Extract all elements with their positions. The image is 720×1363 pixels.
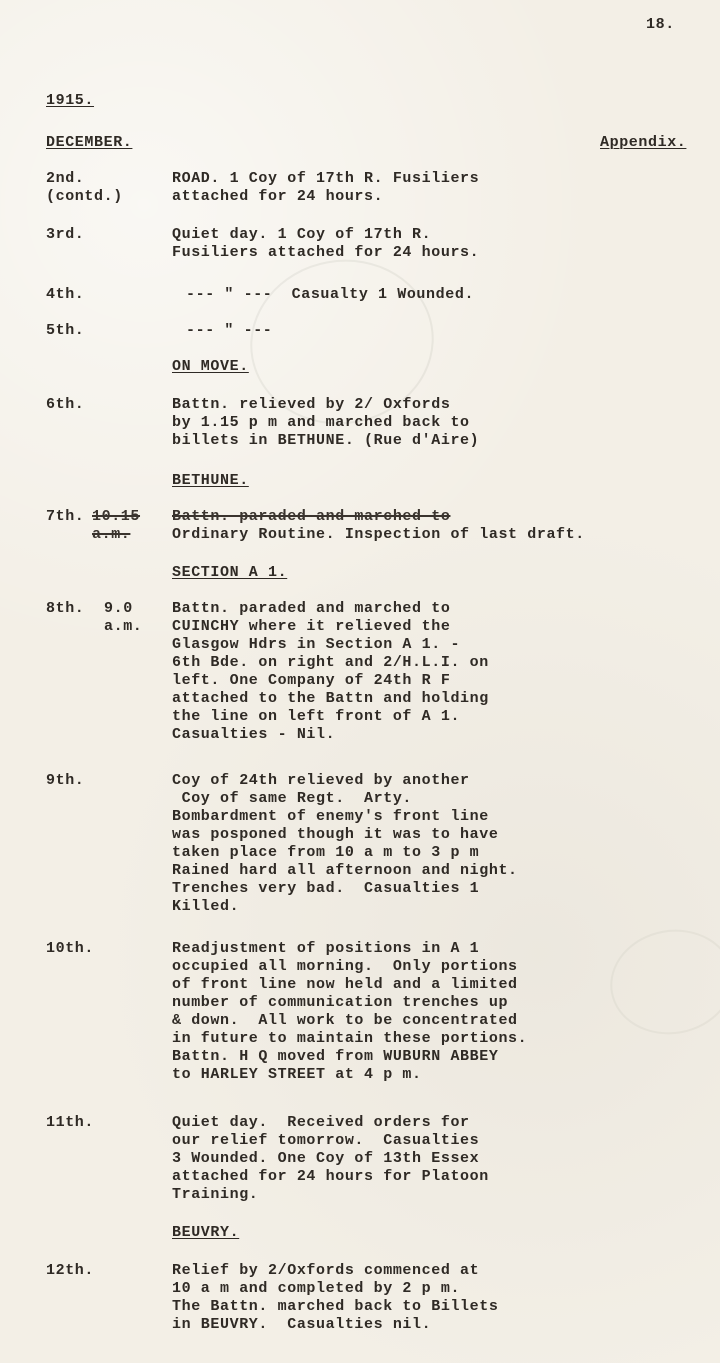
entry-date: 2nd. (contd.) <box>46 170 123 205</box>
entry-text: Ordinary Routine. Inspection of last draft. <box>172 526 585 543</box>
entry-date: 11th. <box>46 1114 95 1131</box>
entry-date: 3rd. <box>46 226 85 243</box>
entry-date: 9th. <box>46 772 85 789</box>
section-heading: BEUVRY. <box>172 1224 240 1241</box>
entry-date: 6th. <box>46 396 85 413</box>
entry-date: 8th. <box>46 600 85 617</box>
page-number: 18. <box>646 16 675 33</box>
entry-time: 9.0 a.m. <box>104 600 143 635</box>
entry-text: Quiet day. Received orders for our relief tomorrow. Casualties 3 Wounded. One Coy of 13th Essex attached for 24 hours for Platoon Training. <box>172 1114 489 1203</box>
struck-entry-text: Battn. paraded and marched to <box>172 508 451 525</box>
entry-text: Battn. relieved by 2/ Oxfords by 1.15 p m and marched back to billets in BETHUNE. (Rue d'Aire) <box>172 396 480 449</box>
entry-text: Relief by 2/Oxfords commenced at 10 a m and completed by 2 p m. The Battn. marched back to Billets in BEUVRY. Casualties nil. <box>172 1262 499 1333</box>
entry-date: 10th. <box>46 940 95 957</box>
entry-date: 4th. <box>46 286 85 303</box>
section-heading: SECTION A 1. <box>172 564 288 581</box>
section-heading: BETHUNE. <box>172 472 249 489</box>
section-heading: ON MOVE. <box>172 358 249 375</box>
entry-text: --- " --- <box>186 322 273 339</box>
year-heading: 1915. <box>46 92 95 109</box>
entry-text: --- " --- Casualty 1 Wounded. <box>186 286 475 303</box>
month-heading: DECEMBER. <box>46 134 133 151</box>
entry-text: Battn. paraded and marched to CUINCHY where it relieved the Glasgow Hdrs in Section A 1. - 6th Bde. on right and 2/H.L.I. on left. One Company of 24th R F attached to the Battn and holding the line on left front of A 1. Casualties - Nil. <box>172 600 489 743</box>
entry-text: Quiet day. 1 Coy of 17th R. Fusiliers attached for 24 hours. <box>172 226 480 261</box>
entry-date: 12th. <box>46 1262 95 1279</box>
faint-stamp-mark-small <box>602 920 720 1044</box>
entry-date: 7th. <box>46 508 85 525</box>
struck-time: 10.15 a.m. <box>92 508 141 543</box>
entry-text: ROAD. 1 Coy of 17th R. Fusiliers attached for 24 hours. <box>172 170 480 205</box>
appendix-label: Appendix. <box>600 134 687 151</box>
entry-date: 5th. <box>46 322 85 339</box>
entry-text: Coy of 24th relieved by another Coy of same Regt. Arty. Bombardment of enemy's front line was posponed though it was to have taken place from 10 a m to 3 p m Rained hard all afternoon and night. Trenches very bad. Casualties 1 Killed. <box>172 772 518 915</box>
entry-text: Readjustment of positions in A 1 occupied all morning. Only portions of front line now held and a limited number of communication trenches up & down. All work to be concentrated in future to maintain these portions. Battn. H Q moved from WUBURN ABBEY to HARLEY STREET at 4 p m. <box>172 940 528 1083</box>
